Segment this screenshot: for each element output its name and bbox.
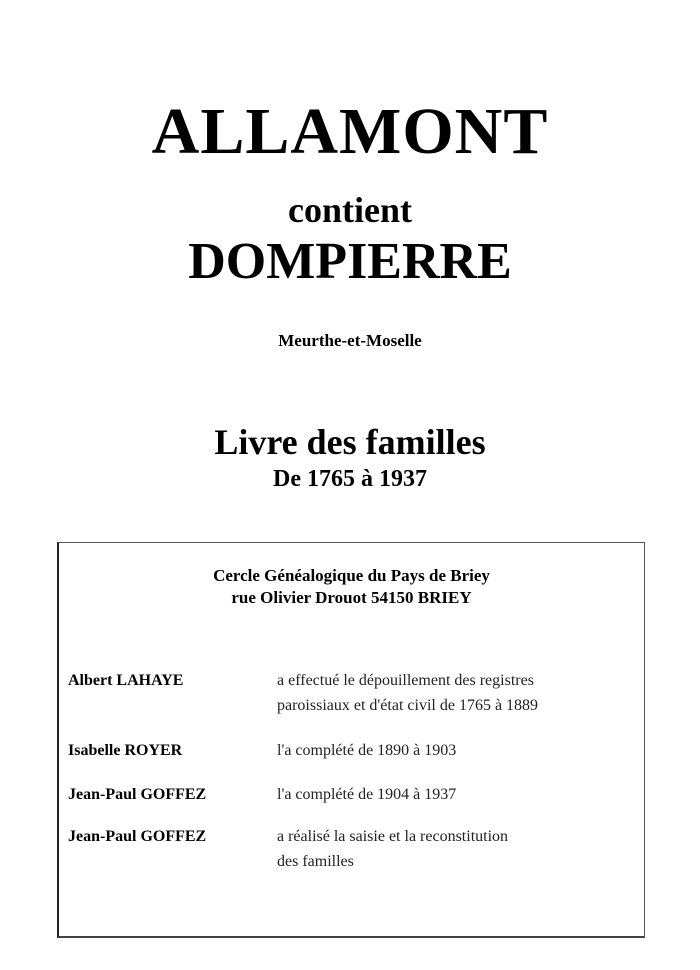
date-range: De 1765 à 1937	[273, 466, 427, 492]
contributor-role-line1: l'a complété de 1904 à 1937	[277, 786, 457, 803]
credits-box	[57, 542, 645, 938]
contributor-name: Jean-Paul GOFFEZ	[68, 786, 207, 803]
contributor-role-line1: a réalisé la saisie et la reconstitution	[277, 828, 509, 845]
contributor-name: Jean-Paul GOFFEZ	[68, 828, 207, 845]
contributor-name: Albert LAHAYE	[68, 672, 184, 689]
organization-name: Cercle Généalogique du Pays de Briey	[213, 566, 490, 585]
organization-address: rue Olivier Drouot 54150 BRIEY	[231, 588, 472, 607]
book-title: Livre des familles	[214, 422, 486, 462]
contributor-role-line1: l'a complété de 1890 à 1903	[277, 742, 457, 759]
contributor-role-line1: a effectué le dépouillement des registres	[277, 672, 534, 689]
contributor-role-line2: paroissiaux et d'état civil de 1765 à 1889	[277, 697, 539, 714]
contributor-name: Isabelle ROYER	[68, 742, 183, 759]
document-title: ALLAMONT	[151, 95, 549, 168]
region-label: Meurthe-et-Moselle	[278, 331, 422, 350]
connector-text: contient	[288, 190, 412, 230]
document-subtitle: DOMPIERRE	[188, 233, 512, 290]
contributor-role-line2: des familles	[277, 853, 354, 870]
